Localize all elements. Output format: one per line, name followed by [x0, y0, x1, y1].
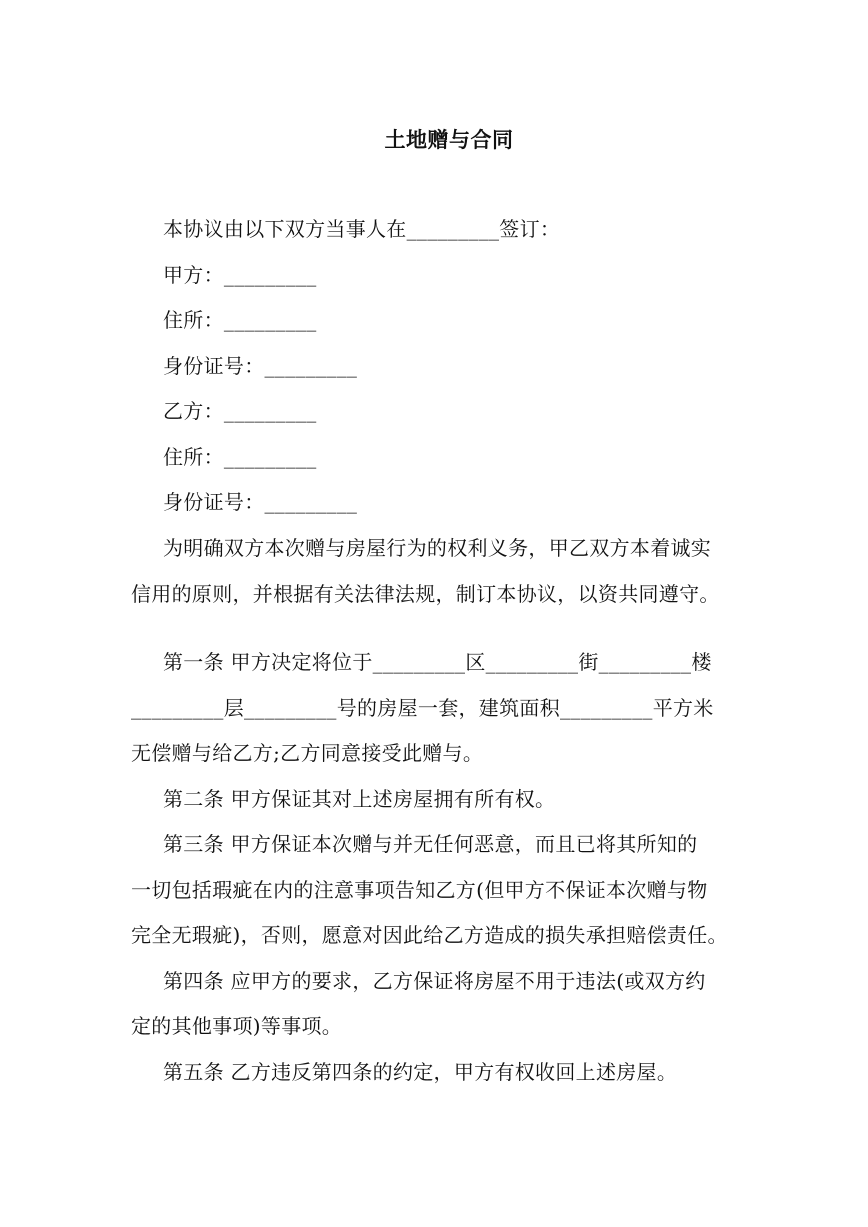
article-3-line: 一切包括瑕疵在内的注意事项告知乙方(但甲方不保证本次赠与物: [131, 878, 708, 902]
article-2-line: 第二条 甲方保证其对上述房屋拥有所有权。: [163, 787, 556, 811]
article-1-line: 无偿赠与给乙方;乙方同意接受此赠与。: [131, 741, 484, 765]
party-a-id-number: 身份证号：_________: [163, 354, 358, 378]
article-4-line: 定的其他事项)等事项。: [131, 1014, 343, 1038]
article-5-line: 第五条 乙方违反第四条的约定，甲方有权收回上述房屋。: [163, 1060, 678, 1084]
party-b-name: 乙方：_________: [163, 399, 317, 423]
preamble-line: 信用的原则，并根据有关法律法规，制订本协议，以资共同遵守。: [131, 582, 720, 606]
article-3-line: 第三条 甲方保证本次赠与并无任何恶意，而且已将其所知的: [163, 832, 698, 856]
article-1-line: _________层_________号的房屋一套，建筑面积_________平方米: [131, 696, 714, 720]
party-a-address: 住所：_________: [163, 308, 317, 332]
article-1-line: 第一条 甲方决定将位于_________区_________街_________楼: [163, 650, 712, 674]
preamble-line: 为明确双方本次赠与房屋行为的权利义务，甲乙双方本着诚实: [163, 536, 712, 560]
intro-line: 本协议由以下双方当事人在_________签订：: [163, 217, 561, 241]
document-title: 土地赠与合同: [384, 127, 514, 152]
article-3-line: 完全无瑕疵)，否则，愿意对因此给乙方造成的损失承担赔偿责任。: [131, 923, 728, 947]
article-4-line: 第四条 应甲方的要求，乙方保证将房屋不用于违法(或双方约: [163, 969, 706, 993]
party-b-id-number: 身份证号：_________: [163, 490, 358, 514]
party-b-address: 住所：_________: [163, 445, 317, 469]
party-a-name: 甲方：_________: [163, 263, 317, 287]
